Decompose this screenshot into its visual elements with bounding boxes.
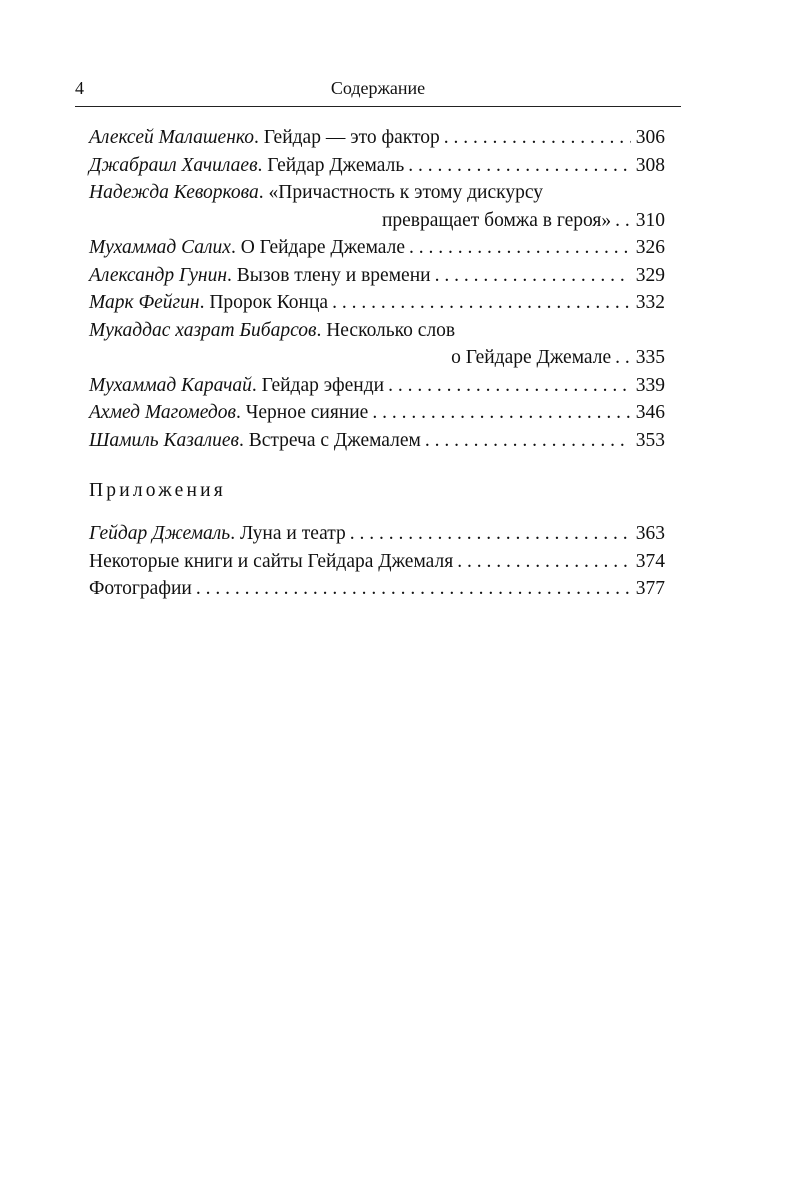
entry-author: Надежда Кеворкова [89,182,259,203]
leader-dots [332,289,631,317]
toc-list [89,124,665,454]
toc-entry [89,152,665,180]
entry-page: 353 [635,429,665,451]
leader-dots [350,520,631,548]
appendix-section-title: Приложения [89,480,226,501]
entry-title: . Гейдар — это фактор [254,127,440,148]
leader-dots [409,234,631,262]
toc-entry [89,317,665,372]
toc-entry [89,548,665,576]
running-head: Содержание [330,78,426,98]
toc-entry [89,372,665,400]
entry-title: . Гейдар эфенди [251,374,385,396]
entry-author: Джабраил Хачилаев [89,154,258,176]
entry-title: . Встреча с Джемалем [238,429,421,451]
leader-dots [425,427,631,455]
entry-author: Ахмед Магомедов [89,402,236,423]
entry-title-continued: о Гейдаре Джемале [451,347,612,368]
entry-author: Гейдар Джемаль [89,523,231,544]
entry-page: 363 [635,523,665,544]
entry-title: . Вызов тлену и времени [227,264,431,286]
leader-dots [388,372,631,400]
appendix-list [89,520,665,603]
entry-title: . «Причастность к этому дискурсу [258,182,543,203]
entry-page: 326 [635,237,665,258]
entry-page: 329 [635,264,665,286]
entry-page: 339 [635,374,665,396]
leader-dots: . . [615,209,630,231]
entry-page: 308 [635,154,665,176]
entry-page: 332 [635,292,665,313]
entry-page: 335 [635,347,665,368]
leader-dots [408,152,631,180]
leader-dots [457,548,631,576]
toc-entry [89,234,665,262]
entry-author: Александр Гунин [89,264,228,286]
toc-entry [89,520,665,548]
toc-entry [89,179,665,234]
entry-page: 374 [635,550,665,572]
leader-dots [196,575,631,603]
entry-author: Мухаммад Карачай [89,374,252,396]
entry-title: . О Гейдаре Джемале [230,237,406,258]
entry-author: Шамиль Казалиев [89,429,239,451]
toc-entry [89,575,665,603]
entry-author: Алексей Малашенко [89,127,254,148]
entry-title: . Несколько слов [316,319,456,341]
toc-entry [89,289,665,317]
entry-title: . Гейдар Джемаль [257,154,405,176]
entry-page: 310 [635,209,665,231]
entry-author: Мукаддас хазрат Бибарсов [89,319,317,341]
page-header [75,78,681,107]
entry-title: Некоторые книги и сайты Гейдара Джемаля [89,550,454,572]
toc-entry [89,399,665,427]
entry-title: Фотографии [89,578,192,599]
entry-author: Мухаммад Салих [89,237,231,258]
leader-dots: . . [615,347,630,368]
entry-page: 377 [635,578,665,599]
entry-page: 346 [635,402,665,423]
entry-title-continued: превращает бомжа в героя» [381,209,612,231]
leader-dots [372,399,631,427]
toc-entry [89,262,665,290]
entry-page: 306 [635,127,665,148]
leader-dots [435,262,631,290]
toc-entry [89,427,665,455]
toc-entry [89,124,665,152]
entry-title: . Луна и театр [230,523,346,544]
entry-author: Марк Фейгин [89,292,200,313]
entry-title: . Пророк Конца [199,292,329,313]
leader-dots [444,124,631,152]
page-number: 4 [75,78,84,98]
entry-title: . Черное сияние [235,402,369,423]
